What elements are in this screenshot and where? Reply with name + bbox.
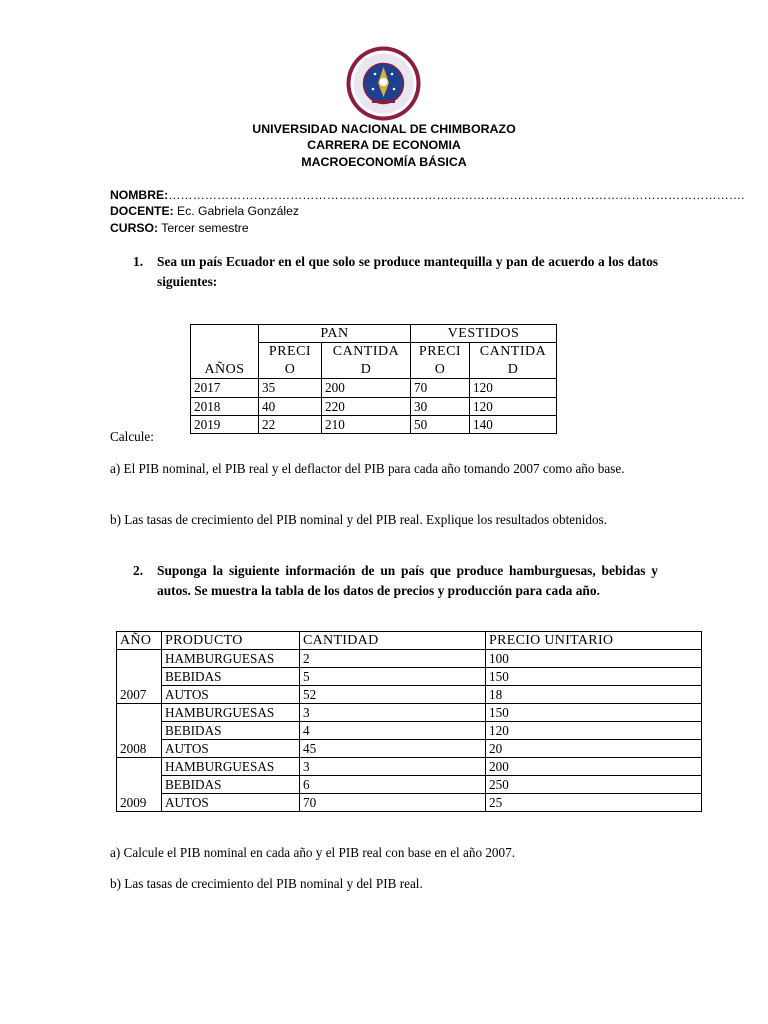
cell-cantidad-vestidos: 120 [470, 379, 557, 397]
cell-year: 2018 [191, 397, 259, 415]
table-header-row [191, 325, 557, 343]
cell-precio-pan: 22 [259, 416, 322, 434]
career-name: CARRERA DE ECONOMIA [307, 138, 461, 153]
curso-line [110, 220, 670, 236]
cell-year: 2009 [117, 758, 162, 812]
student-info [110, 187, 745, 236]
question-2-number: 2. [133, 563, 144, 578]
cell-cantidad-pan: 210 [322, 416, 411, 434]
col-cantidad-pan: CANTIDA D [322, 343, 411, 379]
cell-cantidad: 2 [300, 650, 486, 668]
cell-producto: AUTOS [162, 740, 300, 758]
cell-precio: 20 [486, 740, 702, 758]
cell-cantidad: 3 [300, 704, 486, 722]
table-row [117, 758, 702, 776]
cell-precio-vestidos: 70 [411, 379, 470, 397]
cell-precio: 120 [486, 722, 702, 740]
table-row [117, 740, 702, 758]
nombre-value: ……………………………………………………………………………………………………………………………. [168, 188, 745, 202]
docente-label: DOCENTE: [110, 204, 174, 219]
col-cantidad: CANTIDAD [300, 632, 486, 650]
table-row [117, 650, 702, 668]
col-year: AÑOS [191, 325, 259, 379]
university-logo [345, 45, 422, 122]
question-2-part-b: b) Las tasas de crecimiento del PIB nominal y del PIB real. [110, 876, 423, 891]
university-name: UNIVERSIDAD NACIONAL DE CHIMBORAZO [252, 122, 516, 136]
col-ano: AÑO [117, 632, 162, 650]
question-1-number: 1. [133, 254, 144, 269]
nombre-label: NOMBRE: [110, 188, 169, 202]
cell-cantidad: 5 [300, 668, 486, 686]
cell-precio: 250 [486, 776, 702, 794]
cell-year: 2008 [117, 704, 162, 758]
table-row [117, 668, 702, 686]
table-row [191, 379, 557, 397]
cell-precio-vestidos: 50 [411, 416, 470, 434]
table-row [117, 794, 702, 812]
cell-cantidad: 4 [300, 722, 486, 740]
cell-precio: 18 [486, 686, 702, 704]
cell-precio: 200 [486, 758, 702, 776]
col-precio-unitario: PRECIO UNITARIO [486, 632, 702, 650]
calcule-text: Calcule: [110, 429, 154, 444]
cell-cantidad-pan: 220 [322, 397, 411, 415]
cell-producto: AUTOS [162, 794, 300, 812]
cell-cantidad-vestidos: 140 [470, 416, 557, 434]
table-row [117, 686, 702, 704]
cell-cantidad: 45 [300, 740, 486, 758]
cell-producto: BEBIDAS [162, 776, 300, 794]
subject-name: MACROECONOMÍA BÁSICA [301, 154, 467, 169]
cell-producto: BEBIDAS [162, 668, 300, 686]
col-producto: PRODUCTO [162, 632, 300, 650]
group-vestidos: VESTIDOS [411, 325, 557, 343]
table-productos [116, 631, 702, 812]
cell-cantidad: 3 [300, 758, 486, 776]
question-2-text: Suponga la siguiente información de un país que produce hamburguesas, bebidas y autos. Se muestra la tabla de los datos de precios y producción para cada año. [157, 563, 658, 598]
cell-cantidad: 52 [300, 686, 486, 704]
col-precio-pan: PRECI O [259, 343, 322, 379]
question-2-part-a: a) Calcule el PIB nominal en cada año y el PIB real con base en el año 2007. [110, 845, 516, 860]
cell-precio-pan: 40 [259, 397, 322, 415]
table-row [117, 722, 702, 740]
cell-precio-pan: 35 [259, 379, 322, 397]
cell-precio: 150 [486, 704, 702, 722]
cell-precio: 25 [486, 794, 702, 812]
table-row [191, 397, 557, 415]
nombre-line [110, 187, 745, 203]
docente-value: Ec. Gabriela González [173, 204, 299, 219]
group-pan: PAN [259, 325, 411, 343]
question-1-text: Sea un país Ecuador en el que solo se produce mantequilla y pan de acuerdo a los datos siguientes: [157, 254, 658, 289]
cell-precio-vestidos: 30 [411, 397, 470, 415]
cell-producto: AUTOS [162, 686, 300, 704]
curso-value: Tercer semestre [158, 220, 249, 235]
col-precio-vestidos: PRECI O [411, 343, 470, 379]
table-pan-vestidos [190, 324, 557, 434]
table-row [117, 776, 702, 794]
question-1-part-b: b) Las tasas de crecimiento del PIB nominal y del PIB real. Explique los resultados obtenidos. [110, 512, 607, 527]
docente-line [110, 203, 670, 219]
cell-cantidad: 6 [300, 776, 486, 794]
cell-producto: BEBIDAS [162, 722, 300, 740]
table-row [191, 416, 557, 434]
curso-label: CURSO: [110, 220, 159, 235]
col-cantidad-vestidos: CANTIDA D [470, 343, 557, 379]
cell-year: 2007 [117, 650, 162, 704]
document-header [0, 121, 768, 170]
table-row [117, 704, 702, 722]
cell-cantidad: 70 [300, 794, 486, 812]
cell-year: 2017 [191, 379, 259, 397]
question-1-part-a: a) El PIB nominal, el PIB real y el deflactor del PIB para cada año tomando 2007 como año base. [110, 461, 625, 476]
cell-precio: 150 [486, 668, 702, 686]
cell-cantidad-vestidos: 120 [470, 397, 557, 415]
table-header-row [117, 632, 702, 650]
cell-producto: HAMBURGUESAS [162, 758, 300, 776]
question-1 [133, 252, 658, 292]
cell-producto: HAMBURGUESAS [162, 704, 300, 722]
cell-precio: 100 [486, 650, 702, 668]
question-2 [133, 561, 658, 601]
cell-cantidad-pan: 200 [322, 379, 411, 397]
cell-year: 2019 [191, 416, 259, 434]
cell-producto: HAMBURGUESAS [162, 650, 300, 668]
